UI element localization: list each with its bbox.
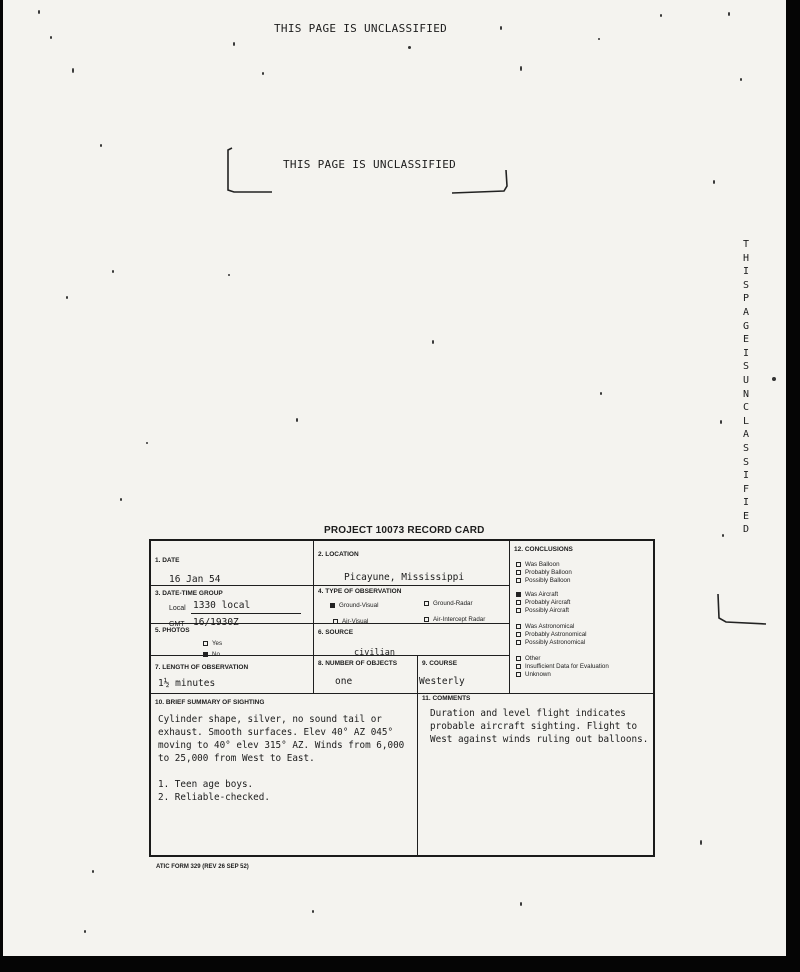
card-rule — [151, 693, 653, 694]
option-possibly-balloon: Possibly Balloon — [516, 577, 570, 584]
local-underline — [191, 613, 301, 614]
type-of-observation-label: 4. TYPE OF OBSERVATION — [318, 588, 402, 595]
card-rule — [417, 693, 418, 857]
scan-border-bottom — [0, 956, 800, 972]
checked-box-icon — [330, 603, 335, 608]
location-value: Picayune, Mississippi — [344, 572, 465, 583]
record-card — [149, 539, 655, 857]
option-ground-visual: Ground-Visual — [330, 602, 378, 609]
scan-speck — [740, 78, 742, 81]
length-of-observation-label: 7. LENGTH OF OBSERVATION — [155, 664, 249, 671]
scan-speck — [233, 42, 235, 46]
margin-bracket — [716, 590, 768, 630]
course-value: Westerly — [419, 676, 465, 687]
scan-border-right — [786, 0, 800, 972]
scan-speck — [50, 36, 52, 39]
scan-speck — [92, 870, 94, 873]
checkbox-icon — [333, 619, 338, 624]
scan-speck — [66, 296, 68, 299]
checkbox-icon — [516, 578, 521, 583]
stamped-unclassified-heading: THIS PAGE IS UNCLASSIFIED — [283, 158, 457, 171]
checkbox-icon — [516, 640, 521, 645]
scan-speck — [598, 38, 600, 40]
card-rule — [151, 585, 509, 586]
scan-speck — [520, 902, 522, 906]
scan-speck — [713, 180, 715, 184]
checkbox-icon — [424, 601, 429, 606]
option-ground-radar: Ground-Radar — [424, 600, 473, 607]
scan-speck — [228, 274, 230, 276]
comments-text: Duration and level flight indicates probable aircraft sighting. Flight to West against winds ruling out balloons. — [430, 708, 649, 745]
option-probably-aircraft: Probably Aircraft — [516, 599, 570, 606]
checkbox-icon — [516, 672, 521, 677]
brief-summary-label: 10. BRIEF SUMMARY OF SIGHTING — [155, 699, 265, 706]
scan-speck — [72, 68, 74, 73]
local-label: Local — [169, 605, 186, 612]
source-label: 6. SOURCE — [318, 629, 354, 636]
number-of-objects-label: 8. NUMBER OF OBJECTS — [318, 660, 398, 667]
option-was-astronomical: Was Astronomical — [516, 623, 574, 630]
scan-speck — [720, 420, 722, 424]
option-photos-no: No — [203, 651, 220, 658]
option-insufficient-data: Insufficient Data for Evaluation — [516, 663, 609, 670]
scan-speck — [296, 418, 298, 422]
scan-speck — [112, 270, 114, 273]
scan-speck — [520, 66, 522, 71]
record-card-title: PROJECT 10073 RECORD CARD — [324, 525, 485, 536]
checkbox-icon — [516, 624, 521, 629]
scan-speck — [84, 930, 86, 933]
option-probably-astronomical: Probably Astronomical — [516, 631, 587, 638]
top-unclassified-heading: THIS PAGE IS UNCLASSIFIED — [274, 22, 448, 35]
length-of-observation-value: 1½ minutes — [158, 678, 216, 689]
scan-speck — [408, 46, 411, 49]
checkbox-icon — [516, 656, 521, 661]
option-air-visual: Air-Visual — [333, 618, 368, 625]
checked-box-icon — [203, 652, 208, 657]
number-of-objects-value: one — [335, 676, 353, 687]
checkbox-icon — [516, 600, 521, 605]
scan-speck — [432, 340, 434, 344]
scan-speck — [700, 840, 702, 845]
scan-speck — [38, 10, 40, 14]
option-probably-balloon: Probably Balloon — [516, 569, 572, 576]
course-label: 9. COURSE — [422, 660, 458, 667]
card-rule — [509, 541, 510, 693]
checkbox-icon — [516, 562, 521, 567]
scan-speck — [660, 14, 662, 17]
scan-speck — [772, 377, 776, 381]
conclusions-label: 12. CONCLUSIONS — [514, 546, 573, 553]
checkbox-icon — [516, 570, 521, 575]
option-possibly-astronomical: Possibly Astronomical — [516, 639, 585, 646]
local-time-value: 1330 local — [193, 600, 251, 611]
brief-summary-text: Cylinder shape, silver, no sound tail or exhaust. Smooth surfaces. Elev 40° AZ 045° moving to 40° elev 315° AZ. Winds from 6,000 to 25,000 from West to East. 1. Teen age boys. 2. Reliable-checked. — [158, 714, 405, 803]
scan-speck — [728, 12, 730, 16]
card-rule — [313, 541, 314, 693]
checkbox-icon — [424, 617, 429, 622]
option-possibly-aircraft: Possibly Aircraft — [516, 607, 569, 614]
vertical-unclassified-text: THIS PAGE IS UNCLASSIFIED — [742, 239, 756, 536]
source-value: civilian — [354, 648, 395, 658]
card-rule — [417, 655, 418, 693]
option-was-balloon: Was Balloon — [516, 561, 560, 568]
option-photos-yes: Yes — [203, 640, 222, 647]
checkbox-icon — [516, 664, 521, 669]
scan-speck — [262, 72, 264, 75]
scan-speck — [312, 910, 314, 913]
date-value: 16 Jan 54 — [169, 574, 221, 585]
option-unknown: Unknown — [516, 671, 551, 678]
checkbox-icon — [516, 632, 521, 637]
location-label: 2. LOCATION — [318, 551, 359, 558]
comments-label: 11. COMMENTS — [422, 695, 471, 702]
scan-speck — [500, 26, 502, 30]
scan-speck — [146, 442, 148, 444]
option-air-intercept-radar: Air-Intercept Radar — [424, 616, 485, 623]
option-was-aircraft: Was Aircraft — [516, 591, 558, 598]
gmt-label: GMT — [169, 621, 185, 628]
gmt-time-value: 16/1930Z — [193, 617, 239, 628]
date-label: 1. DATE — [155, 557, 180, 564]
scan-speck — [722, 534, 724, 537]
date-time-group-label: 3. DATE-TIME GROUP — [155, 590, 223, 597]
option-other: Other — [516, 655, 540, 662]
form-footer: ATIC FORM 329 (REV 26 SEP 52) — [156, 864, 249, 870]
checkbox-icon — [203, 641, 208, 646]
scan-speck — [100, 144, 102, 147]
scan-border-left — [0, 0, 3, 972]
scan-speck — [600, 392, 602, 395]
scan-speck — [120, 498, 122, 501]
checkbox-icon — [516, 608, 521, 613]
photos-label: 5. PHOTOS — [155, 627, 190, 634]
checked-box-icon — [516, 592, 521, 597]
